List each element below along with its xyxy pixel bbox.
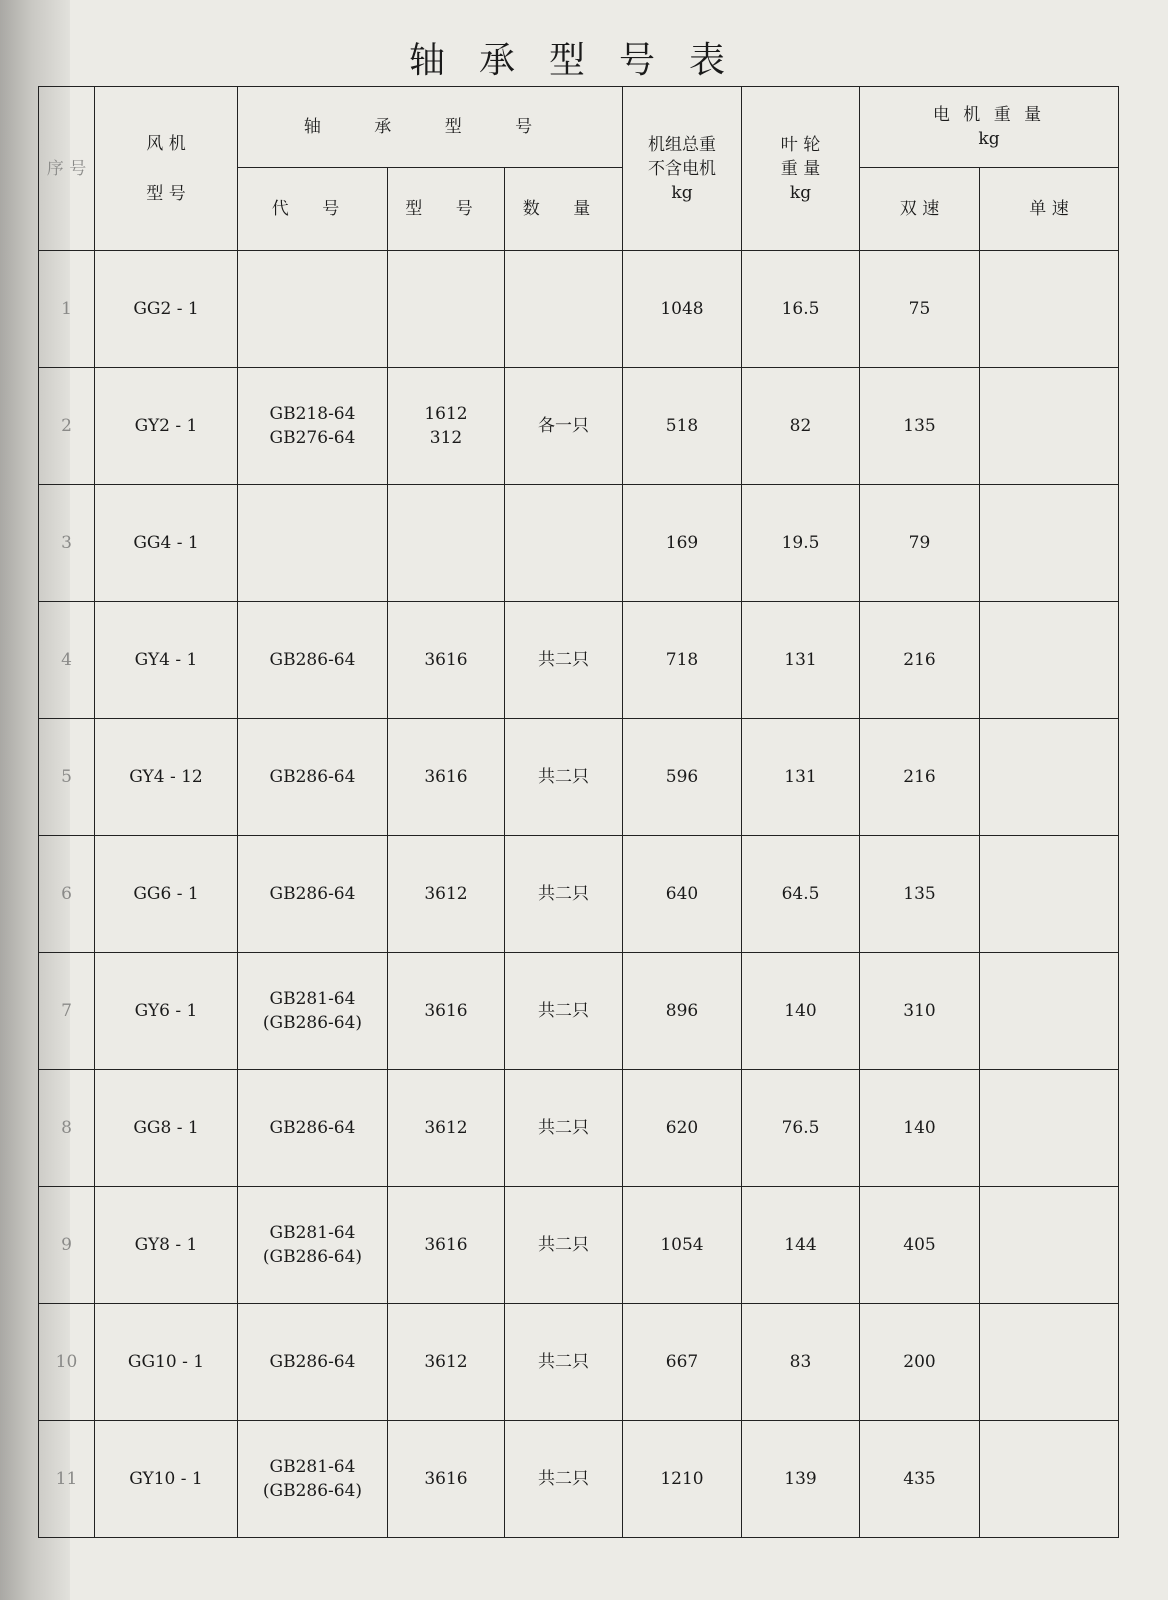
bearing-type: 3612 [388,1304,505,1421]
impeller-weight: 82 [742,368,860,485]
impeller-weight-header: 叶 轮 重 量 kg [742,87,860,251]
unit-weight: 667 [623,1304,742,1421]
motor-dual-speed: 216 [860,602,980,719]
bearing-code [238,485,388,602]
row-index: 11 [39,1421,95,1538]
bearing-type: 3616 [388,719,505,836]
bearing-table [38,86,1119,1538]
unit-weight: 1210 [623,1421,742,1538]
impeller-weight: 144 [742,1187,860,1304]
motor-single-speed [980,1421,1119,1538]
unit-weight: 1048 [623,251,742,368]
impeller-weight: 131 [742,602,860,719]
motor-single-speed [980,602,1119,719]
unit-weight: 518 [623,368,742,485]
table-row [39,1187,1119,1304]
bearing-type: 3616 [388,1187,505,1304]
bearing-group-header: 轴 承 型 号 [238,87,623,168]
unit-weight: 896 [623,953,742,1070]
row-index: 8 [39,1070,95,1187]
row-index: 7 [39,953,95,1070]
bearing-qty: 共二只 [505,1070,623,1187]
bearing-type: 1612 312 [388,368,505,485]
table-row [39,1421,1119,1538]
bearing-code: GB286-64 [238,719,388,836]
dual-speed-header: 双 速 [860,168,980,251]
impeller-weight: 83 [742,1304,860,1421]
impeller-weight: 140 [742,953,860,1070]
fan-model: GG8 - 1 [95,1070,238,1187]
motor-dual-speed: 79 [860,485,980,602]
motor-single-speed [980,1187,1119,1304]
bearing-code: GB281-64 (GB286-64) [238,953,388,1070]
bearing-code: GB286-64 [238,602,388,719]
bearing-qty: 共二只 [505,953,623,1070]
motor-dual-speed: 405 [860,1187,980,1304]
single-speed-header: 单 速 [980,168,1119,251]
fan-model: GG6 - 1 [95,836,238,953]
bearing-type [388,251,505,368]
bearing-qty: 共二只 [505,719,623,836]
motor-single-speed [980,1304,1119,1421]
fan-model-header: 风 机 型 号 [95,87,238,251]
bearing-qty: 共二只 [505,602,623,719]
row-index: 1 [39,251,95,368]
row-index: 5 [39,719,95,836]
bearing-qty [505,251,623,368]
bearing-qty: 共二只 [505,1421,623,1538]
fan-model: GG2 - 1 [95,251,238,368]
bearing-qty-header: 数 量 [505,168,623,251]
impeller-weight: 139 [742,1421,860,1538]
table-row [39,368,1119,485]
row-index: 6 [39,836,95,953]
motor-single-speed [980,368,1119,485]
table-row [39,836,1119,953]
motor-dual-speed: 216 [860,719,980,836]
motor-single-speed [980,485,1119,602]
motor-single-speed [980,719,1119,836]
table-row [39,602,1119,719]
fan-model: GY4 - 12 [95,719,238,836]
table-row [39,251,1119,368]
bearing-code: GB286-64 [238,836,388,953]
impeller-weight: 64.5 [742,836,860,953]
table-row [39,485,1119,602]
motor-dual-speed: 140 [860,1070,980,1187]
bearing-type [388,485,505,602]
motor-weight-header: 电 机 重 量 kg [860,87,1119,168]
unit-weight: 640 [623,836,742,953]
bearing-qty: 各一只 [505,368,623,485]
motor-dual-speed: 435 [860,1421,980,1538]
unit-weight: 620 [623,1070,742,1187]
row-index: 10 [39,1304,95,1421]
bearing-type: 3616 [388,953,505,1070]
fan-model: GG10 - 1 [95,1304,238,1421]
motor-single-speed [980,1070,1119,1187]
motor-single-speed [980,953,1119,1070]
bearing-qty [505,485,623,602]
bearing-qty: 共二只 [505,1304,623,1421]
bearing-qty: 共二只 [505,836,623,953]
fan-model: GY8 - 1 [95,1187,238,1304]
bearing-type: 3612 [388,836,505,953]
impeller-weight: 76.5 [742,1070,860,1187]
unit-weight-header: 机组总重 不含电机 kg [623,87,742,251]
row-index: 4 [39,602,95,719]
bearing-type: 3616 [388,1421,505,1538]
fan-model: GG4 - 1 [95,485,238,602]
bearing-qty: 共二只 [505,1187,623,1304]
table-row [39,953,1119,1070]
impeller-weight: 131 [742,719,860,836]
unit-weight: 169 [623,485,742,602]
motor-dual-speed: 75 [860,251,980,368]
impeller-weight: 19.5 [742,485,860,602]
motor-dual-speed: 135 [860,368,980,485]
table-row [39,1070,1119,1187]
bearing-type-header: 型 号 [388,168,505,251]
page-title: 轴承型号表 [408,40,759,81]
unit-weight: 596 [623,719,742,836]
motor-dual-speed: 135 [860,836,980,953]
unit-weight: 718 [623,602,742,719]
bearing-code: GB218-64 GB276-64 [238,368,388,485]
bearing-type: 3616 [388,602,505,719]
unit-weight: 1054 [623,1187,742,1304]
fan-model: GY4 - 1 [95,602,238,719]
bearing-code: GB281-64 (GB286-64) [238,1187,388,1304]
bearing-code: GB286-64 [238,1304,388,1421]
motor-dual-speed: 310 [860,953,980,1070]
row-index: 2 [39,368,95,485]
fan-model: GY6 - 1 [95,953,238,1070]
motor-single-speed [980,836,1119,953]
bearing-code: GB281-64 (GB286-64) [238,1421,388,1538]
bearing-code-header: 代 号 [238,168,388,251]
motor-dual-speed: 200 [860,1304,980,1421]
header-row-1 [39,87,1119,168]
table-row [39,719,1119,836]
fan-model: GY10 - 1 [95,1421,238,1538]
row-index: 9 [39,1187,95,1304]
bearing-code: GB286-64 [238,1070,388,1187]
bearing-code [238,251,388,368]
index-header: 序 号 [39,87,95,251]
fan-model: GY2 - 1 [95,368,238,485]
bearing-type: 3612 [388,1070,505,1187]
row-index: 3 [39,485,95,602]
table-row [39,1304,1119,1421]
impeller-weight: 16.5 [742,251,860,368]
motor-single-speed [980,251,1119,368]
